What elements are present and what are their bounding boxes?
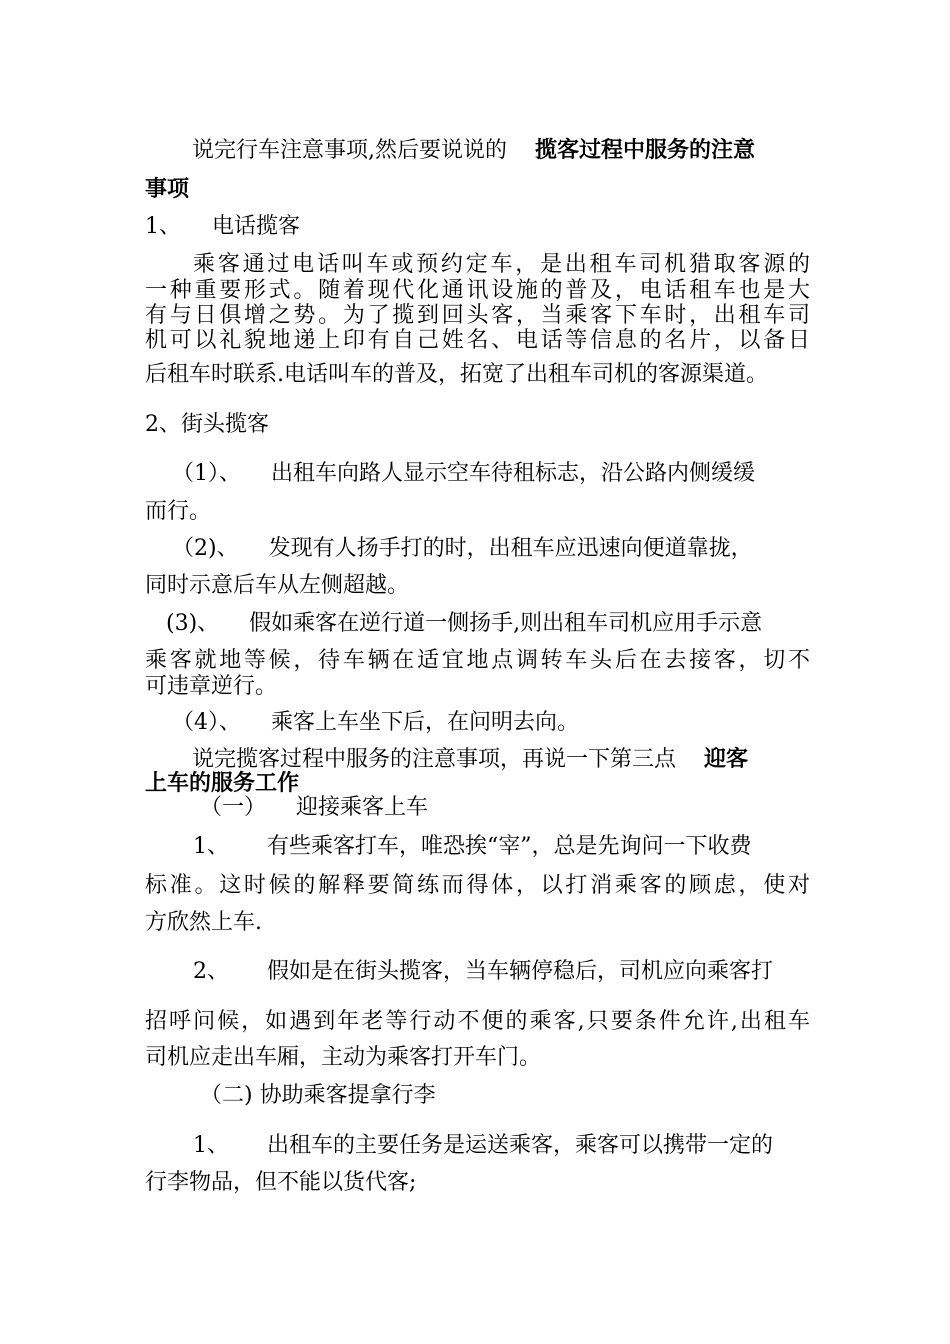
section2-item-3-cont: 乘客就地等候，待车辆在适宜地点调转车头后在去接客，切不 [145, 648, 810, 673]
item-text: 假如是在街头揽客，当车辆停稳后，司机应向乘客打 [267, 959, 774, 984]
section2-heading: 2、街头揽客 [145, 412, 269, 437]
section2-item-3-cont: 可违章逆行。 [145, 674, 278, 699]
section2-item-2 [172, 536, 810, 562]
section2-item-4 [172, 710, 810, 736]
subheading-number: （一） [200, 795, 267, 820]
intro-text: 说完行车注意事项,然后要说说的 [192, 138, 507, 163]
section1-heading [145, 214, 810, 240]
item-number: 2、 [193, 959, 229, 984]
section3-item-1-cont: 方欣然上车. [145, 910, 262, 935]
section3-item-2-cont: 司机应走出车厢，主动为乘客打开车门。 [145, 1045, 542, 1070]
item-text: 乘客上车坐下后，在问明去向。 [271, 710, 580, 735]
subheading-text: 迎接乘客上车 [296, 795, 429, 820]
intro-bold-topic: 揽客过程中服务的注意 [535, 137, 756, 163]
item-text: 发现有人扬手打的时，出租车应迅速向便道靠拢， [268, 536, 753, 561]
section3-item-2 [193, 959, 810, 985]
item-number: （2)、 [172, 536, 239, 561]
item-number: （4）、 [172, 710, 241, 735]
section1-paragraph-line: 后租车时联系.电话叫车的普及，拓宽了出租车司机的客源渠道。 [145, 362, 768, 387]
section3-item-1 [193, 834, 810, 860]
section2-item-1 [172, 461, 810, 487]
section1-paragraph-line: 乘客通过电话叫车或预约定车，是出租车司机猎取客源的 [193, 252, 810, 277]
section1-paragraph-line: 一种重要形式。随着现代化通讯设施的普及，电话租车也是大 [145, 278, 810, 303]
item-number: 1、 [193, 1133, 229, 1158]
item-text: 假如乘客在逆行道一侧扬手,则出租车司机应用手示意 [249, 611, 763, 636]
section3-item-b1 [193, 1133, 810, 1159]
section3-item-b1-cont: 行李物品，但不能以货代客; [145, 1170, 417, 1195]
intro-line [145, 137, 810, 164]
section3-item-1-cont: 标准。这时候的解释要简练而得体，以打消乘客的顾虑，使对 [145, 873, 810, 898]
section3-bold-topic: 迎客 [704, 746, 749, 772]
item-text: 有些乘客打车，唯恐挨“宰”，总是先询问一下收费 [267, 834, 752, 859]
item-number: （1）、 [172, 461, 241, 486]
section2-item-2-cont: 同时示意后车从左侧超越。 [145, 573, 410, 598]
item-text: 出租车向路人显示空车待租标志，沿公路内侧缓缓 [271, 461, 756, 486]
section3-intro-text: 说完揽客过程中服务的注意事项，再说一下第三点 [192, 747, 677, 772]
section3-subheading-2: （二) 协助乘客提拿行李 [200, 1083, 436, 1108]
section3-bold-topic-cont: 上车的服务工作 [145, 770, 300, 796]
section1-paragraph-line: 机可以礼貌地递上印有自己姓名、电话等信息的名片，以备日 [145, 328, 810, 353]
section2-item-3 [166, 611, 810, 637]
section2-item-1-cont: 而行。 [145, 499, 212, 524]
section3-intro [145, 746, 810, 773]
item-number: (3)、 [166, 611, 220, 636]
section1-heading-text: 电话揽客 [212, 214, 301, 239]
section3-subheading-1 [200, 795, 810, 821]
section3-item-2-cont: 招呼问候，如遇到年老等行动不便的乘客,只要条件允许,出租车 [145, 1009, 810, 1034]
item-text: 出租车的主要任务是运送乘客，乘客可以携带一定的 [267, 1133, 774, 1158]
intro-bold-topic-cont: 事项 [145, 176, 190, 202]
item-number: 1、 [193, 834, 229, 859]
section1-heading-num: 1、 [145, 214, 181, 239]
section1-paragraph-line: 有与日俱增之势。为了揽到回头客，当乘客下车时，出租车司 [145, 303, 810, 328]
